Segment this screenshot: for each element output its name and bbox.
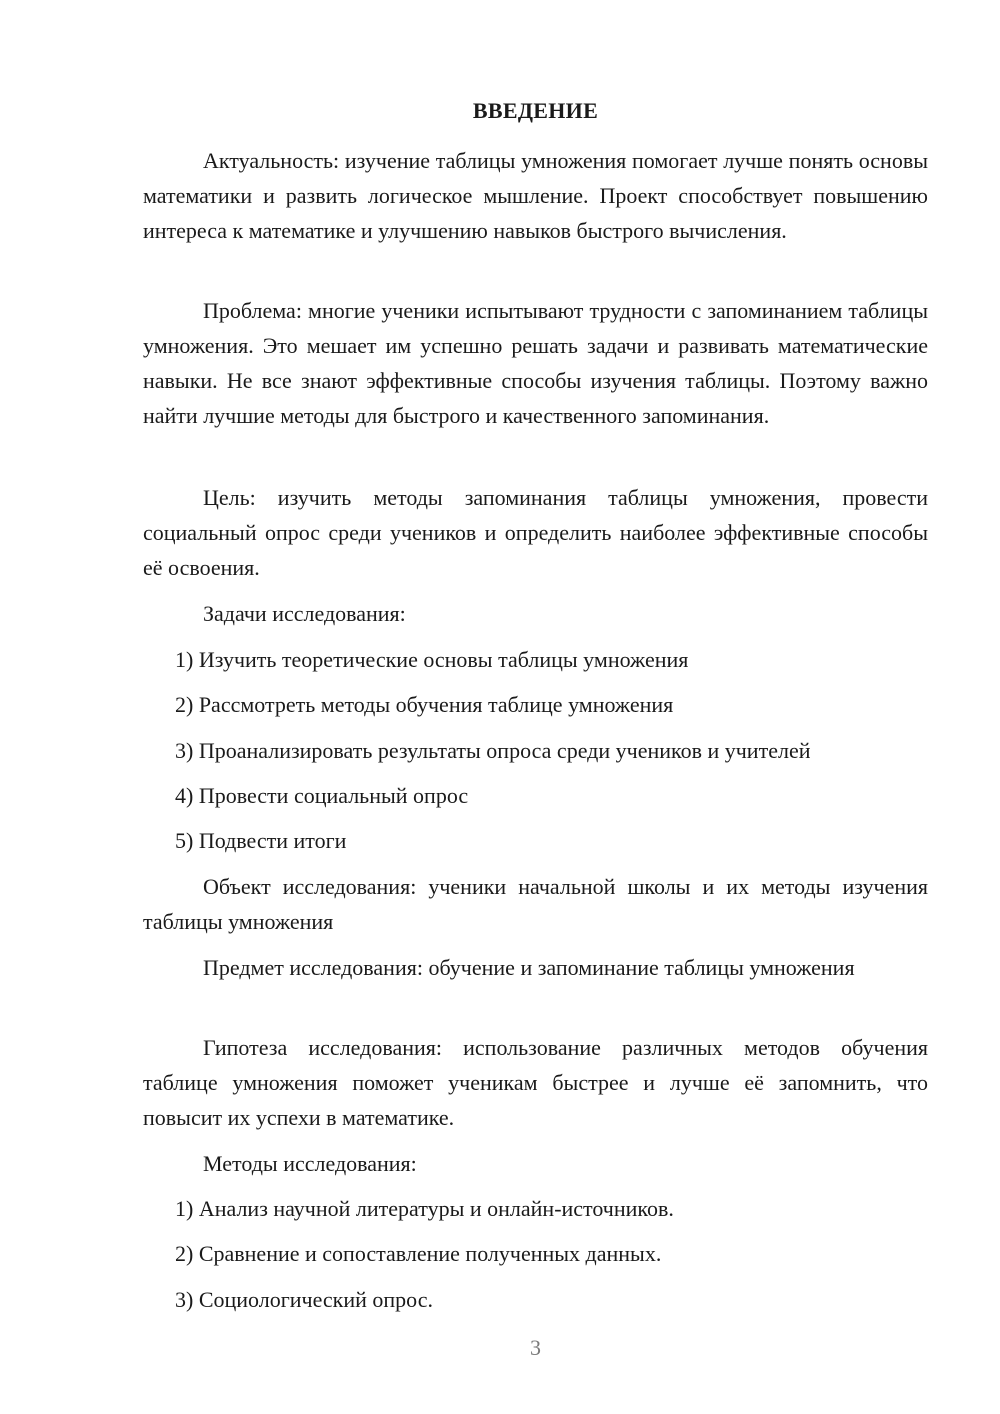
- paragraph-hypothesis: Гипотеза исследования: использование различных методов обучения таблице умножения поможет ученикам быстрее и лучше её запомнить, что повысит их успехи в математике.: [143, 1035, 928, 1130]
- task-item-4: 4) Провести социальный опрос: [175, 783, 469, 808]
- task-item-3: 3) Проанализировать результаты опроса среди учеников и учителей: [175, 738, 811, 763]
- paragraph-problem: Проблема: многие ученики испытывают трудности с запоминанием таблицы умножения. Это мешает им успешно решать задачи и развивать математические навыки. Не все знают эффективные способы изучения таблицы. Поэтому важно найти лучшие методы для быстрого и качественного запоминания.: [143, 298, 928, 428]
- section-title: ВВЕДЕНИЕ: [472, 98, 599, 123]
- paragraph-goal: Цель: изучить методы запоминания таблицы умножения, провести социальный опрос среди учеников и определить наиболее эффективные способы её освоения.: [143, 485, 928, 580]
- paragraph-relevance: Актуальность: изучение таблицы умножения помогает лучше понять основы математики и развить логическое мышление. Проект способствует повышению интереса к математике и улучшению навыков быстрого вычисления.: [143, 148, 928, 243]
- task-item-5: 5) Подвести итоги: [175, 828, 347, 853]
- methods-heading: Методы исследования:: [203, 1151, 417, 1176]
- method-item-1: 1) Анализ научной литературы и онлайн-источников.: [175, 1196, 674, 1221]
- method-item-2: 2) Сравнение и сопоставление полученных данных.: [175, 1241, 662, 1266]
- method-item-3: 3) Социологический опрос.: [175, 1287, 433, 1312]
- document-page: [143, 0, 928, 1414]
- task-item-2: 2) Рассмотреть методы обучения таблице умножения: [175, 692, 674, 717]
- page-number: 3: [530, 1335, 541, 1360]
- task-item-1: 1) Изучить теоретические основы таблицы умножения: [175, 647, 689, 672]
- tasks-heading: Задачи исследования:: [203, 601, 406, 626]
- paragraph-subject: Предмет исследования: обучение и запоминание таблицы умножения: [203, 955, 855, 980]
- paragraph-object: Объект исследования: ученики начальной школы и их методы изучения таблицы умножения: [143, 874, 928, 934]
